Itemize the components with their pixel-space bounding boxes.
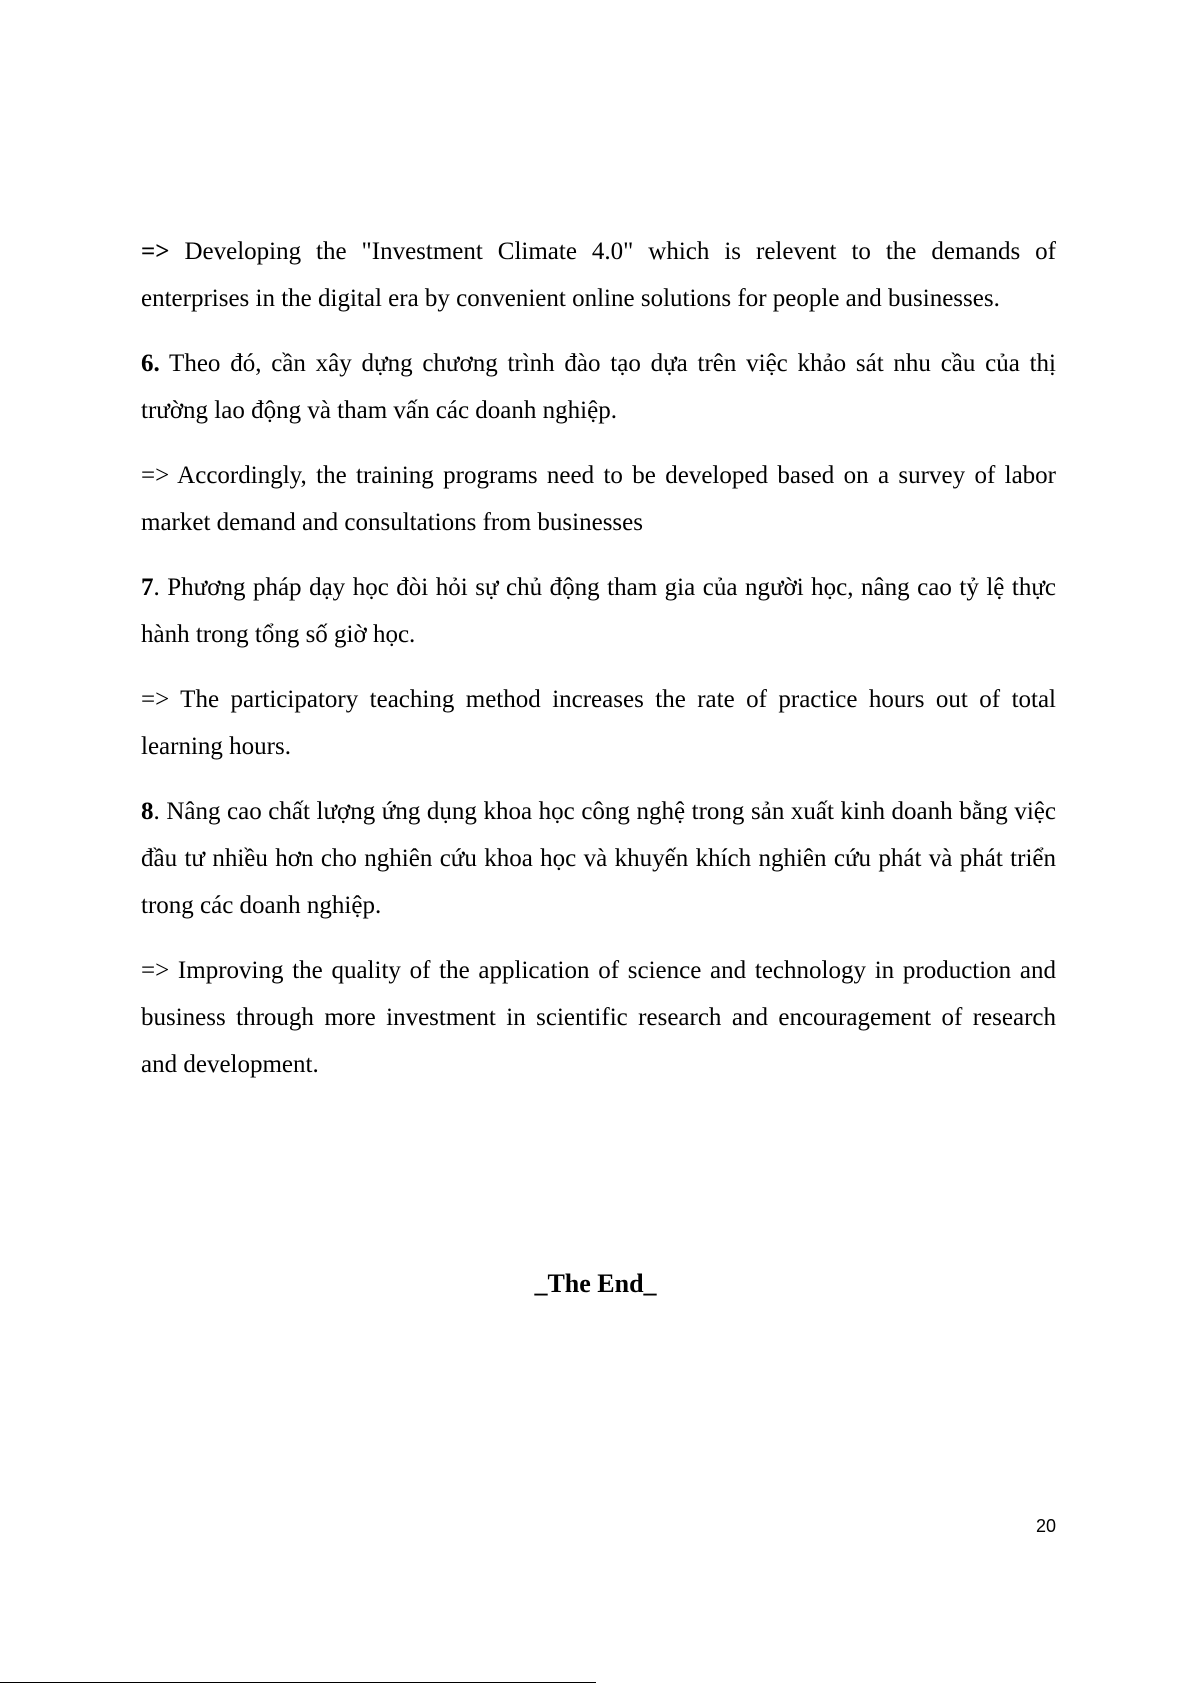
paragraph-text: Theo đó, cần xây dựng chương trình đào tạo dựa trên việc khảo sát nhu cầu của thị trường lao động và tham vấn các doanh nghiệp. — [141, 350, 1056, 424]
page-number: 20 — [1035, 1516, 1056, 1536]
paragraph-investment-climate-en — [141, 228, 1056, 322]
paragraph-prefix: => — [141, 238, 170, 265]
footer-divider — [0, 1682, 596, 1683]
paragraph-number: 8 — [141, 798, 154, 825]
paragraph-text: => The participatory teaching method increases the rate of practice hours out of total learning hours. — [141, 686, 1056, 760]
document-body — [141, 228, 1056, 1106]
paragraph-number: 7 — [141, 574, 154, 601]
paragraph-7-english — [141, 676, 1056, 770]
paragraph-text: . Nâng cao chất lượng ứng dụng khoa học công nghệ trong sản xuất kinh doanh bằng việc đầu tư nhiều hơn cho nghiên cứu khoa học và khuyến khích nghiên cứu phát và phát triển trong các doanh nghiệp. — [141, 798, 1056, 919]
paragraph-6-vietnamese — [141, 340, 1056, 434]
paragraph-text: Developing the "Investment Climate 4.0" which is relevent to the demands of enterprises in the digital era by convenient online solutions for people and businesses. — [141, 238, 1056, 312]
paragraph-8-vietnamese — [141, 788, 1056, 929]
paragraph-number: 6. — [141, 350, 160, 377]
paragraph-text: => Accordingly, the training programs need to be developed based on a survey of labor market demand and consultations from businesses — [141, 462, 1056, 536]
paragraph-6-english — [141, 452, 1056, 546]
paragraph-text: . Phương pháp dạy học đòi hỏi sự chủ động tham gia của người học, nâng cao tỷ lệ thực hành trong tổng số giờ học. — [141, 574, 1056, 648]
end-title: _The End_ — [534, 1269, 657, 1298]
paragraph-text: => Improving the quality of the application of science and technology in production and business through more investment in scientific research and encouragement of research and development. — [141, 957, 1056, 1078]
paragraph-8-english — [141, 947, 1056, 1088]
paragraph-7-vietnamese — [141, 564, 1056, 658]
